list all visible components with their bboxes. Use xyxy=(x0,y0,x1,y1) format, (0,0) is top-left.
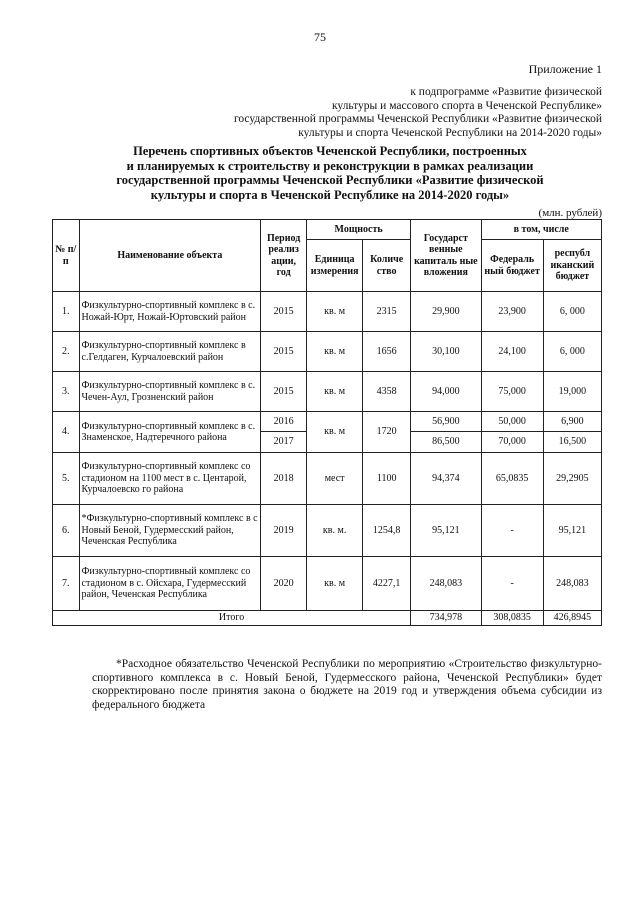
table-row xyxy=(53,557,602,611)
total-label: Итого xyxy=(53,611,411,626)
row-federal: 75,000 xyxy=(481,372,543,412)
table-row xyxy=(53,505,602,557)
row-name: Физкультурно-спортивный комплекс со стадионом в с. Ойсхара, Гудермесский район, Чеченская Республика xyxy=(79,557,261,611)
row-total: 94,374 xyxy=(411,453,481,505)
document-title xyxy=(60,144,600,202)
row-num: 1. xyxy=(53,292,80,332)
row-total: 29,900 xyxy=(411,292,481,332)
title-line: и планируемых к строительству и реконструкции в рамках реализации xyxy=(126,158,534,173)
row-federal: - xyxy=(481,505,543,557)
row-total: 248,083 xyxy=(411,557,481,611)
header-num: № п/п xyxy=(53,220,80,292)
row-federal: 70,000 xyxy=(481,432,543,453)
row-unit: кв. м. xyxy=(307,505,363,557)
row-name: Физкультурно-спортивный комплекс в с. Чечен-Аул, Грозненский район xyxy=(79,372,261,412)
title-line: культуры и спорта в Чеченской Республике на 2014-2020 годы» xyxy=(150,187,510,202)
row-name: Физкультурно-спортивный комплекс в с.Гелдаген, Курчалоевский район xyxy=(79,332,261,372)
header-capacity: Мощность xyxy=(307,220,411,240)
total-investments: 734,978 xyxy=(411,611,481,626)
title-line: государственной программы Чеченской Республики «Развитие физической xyxy=(116,173,544,187)
row-republic: 6, 000 xyxy=(543,332,601,372)
row-num: 3. xyxy=(53,372,80,412)
row-qty: 1254,8 xyxy=(363,505,411,557)
row-republic: 95,121 xyxy=(543,505,601,557)
footnote xyxy=(92,658,602,712)
header-federal: Федераль ный бюджет xyxy=(481,240,543,292)
appendix-line: государственной программы Чеченской Республики «Развитие физической xyxy=(233,113,602,125)
row-unit: кв. м xyxy=(307,372,363,412)
row-republic: 29,2905 xyxy=(543,453,601,505)
row-unit: кв. м xyxy=(307,292,363,332)
appendix-subtitle xyxy=(142,86,602,140)
row-republic: 19,000 xyxy=(543,372,601,412)
row-qty: 4358 xyxy=(363,372,411,412)
row-year: 2015 xyxy=(261,372,307,412)
row-republic: 6,900 xyxy=(543,412,601,432)
units-label: (млн. рублей) xyxy=(538,207,602,219)
header-including: в том, числе xyxy=(481,220,601,240)
total-republic: 426,8945 xyxy=(543,611,601,626)
row-qty: 2315 xyxy=(363,292,411,332)
row-name: Физкультурно-спортивный комплекс со стадионом на 1100 мест в с. Центарой, Курчалоевско го района xyxy=(79,453,261,505)
row-unit: кв. м xyxy=(307,332,363,372)
title-line: Перечень спортивных объектов Чеченской Республики, построенных xyxy=(133,144,527,158)
row-total: 30,100 xyxy=(411,332,481,372)
row-name: Физкультурно-спортивный комплекс в с. Знаменское, Надтеречного района xyxy=(79,412,261,453)
row-year: 2018 xyxy=(261,453,307,505)
row-year: 2016 xyxy=(261,412,307,432)
row-unit: мест xyxy=(307,453,363,505)
row-federal: 23,900 xyxy=(481,292,543,332)
row-federal: - xyxy=(481,557,543,611)
row-qty: 1100 xyxy=(363,453,411,505)
row-qty: 1720 xyxy=(363,412,411,453)
row-num: 4. xyxy=(53,412,80,453)
row-total: 56,900 xyxy=(411,412,481,432)
row-num: 6. xyxy=(53,505,80,557)
footnote-text: *Расходное обязательство Чеченской Республики по мероприятию «Строительство физкультурно-спортивного комплекса в с. Новый Беной, Гудермесского района, Чеченской Республики» будет скорректировано после принятия закона о бюджете на 2019 год и утверждения объема субсидии из федерального бюджета xyxy=(92,658,602,711)
sports-facilities-table xyxy=(52,219,602,626)
row-year: 2019 xyxy=(261,505,307,557)
table-row xyxy=(53,453,602,505)
header-investments: Государст венные капиталь ные вложения xyxy=(411,220,481,292)
row-republic: 6, 000 xyxy=(543,292,601,332)
header-period: Период реализ ации, год xyxy=(261,220,307,292)
row-federal: 50,000 xyxy=(481,412,543,432)
row-year: 2020 xyxy=(261,557,307,611)
header-name: Наименование объекта xyxy=(79,220,261,292)
row-unit: кв. м xyxy=(307,412,363,453)
appendix-line: культуры и спорта Чеченской Республики на 2014-2020 годы» xyxy=(298,126,602,139)
table-row xyxy=(53,412,602,432)
total-federal: 308,0835 xyxy=(481,611,543,626)
row-num: 7. xyxy=(53,557,80,611)
row-name: *Физкультурно-спортивный комплекс в с Новый Беной, Гудермесский район, Чеченская Республика xyxy=(79,505,261,557)
table-row xyxy=(53,332,602,372)
appendix-line: к подпрограмме «Развитие физической xyxy=(410,86,602,98)
table-row xyxy=(53,372,602,412)
header-unit: Единица измерения xyxy=(307,240,363,292)
row-qty: 1656 xyxy=(363,332,411,372)
row-total: 94,000 xyxy=(411,372,481,412)
row-federal: 65,0835 xyxy=(481,453,543,505)
total-row xyxy=(53,611,602,626)
page-number: 75 xyxy=(314,30,326,44)
row-name: Физкультурно-спортивный комплекс в с. Ножай-Юрт, Ножай-Юртовский район xyxy=(79,292,261,332)
appendix-line: культуры и массового спорта в Чеченской Республике» xyxy=(331,99,602,112)
table-row xyxy=(53,292,602,332)
row-year: 2015 xyxy=(261,292,307,332)
row-republic: 16,500 xyxy=(543,432,601,453)
row-year: 2017 xyxy=(261,432,307,453)
header-quantity: Количе ство xyxy=(363,240,411,292)
row-republic: 248,083 xyxy=(543,557,601,611)
header-republic: республ иканский бюджет xyxy=(543,240,601,292)
appendix-label: Приложение 1 xyxy=(528,62,602,76)
row-num: 5. xyxy=(53,453,80,505)
row-num: 2. xyxy=(53,332,80,372)
row-total: 86,500 xyxy=(411,432,481,453)
row-year: 2015 xyxy=(261,332,307,372)
row-unit: кв. м xyxy=(307,557,363,611)
row-total: 95,121 xyxy=(411,505,481,557)
row-federal: 24,100 xyxy=(481,332,543,372)
row-qty: 4227,1 xyxy=(363,557,411,611)
